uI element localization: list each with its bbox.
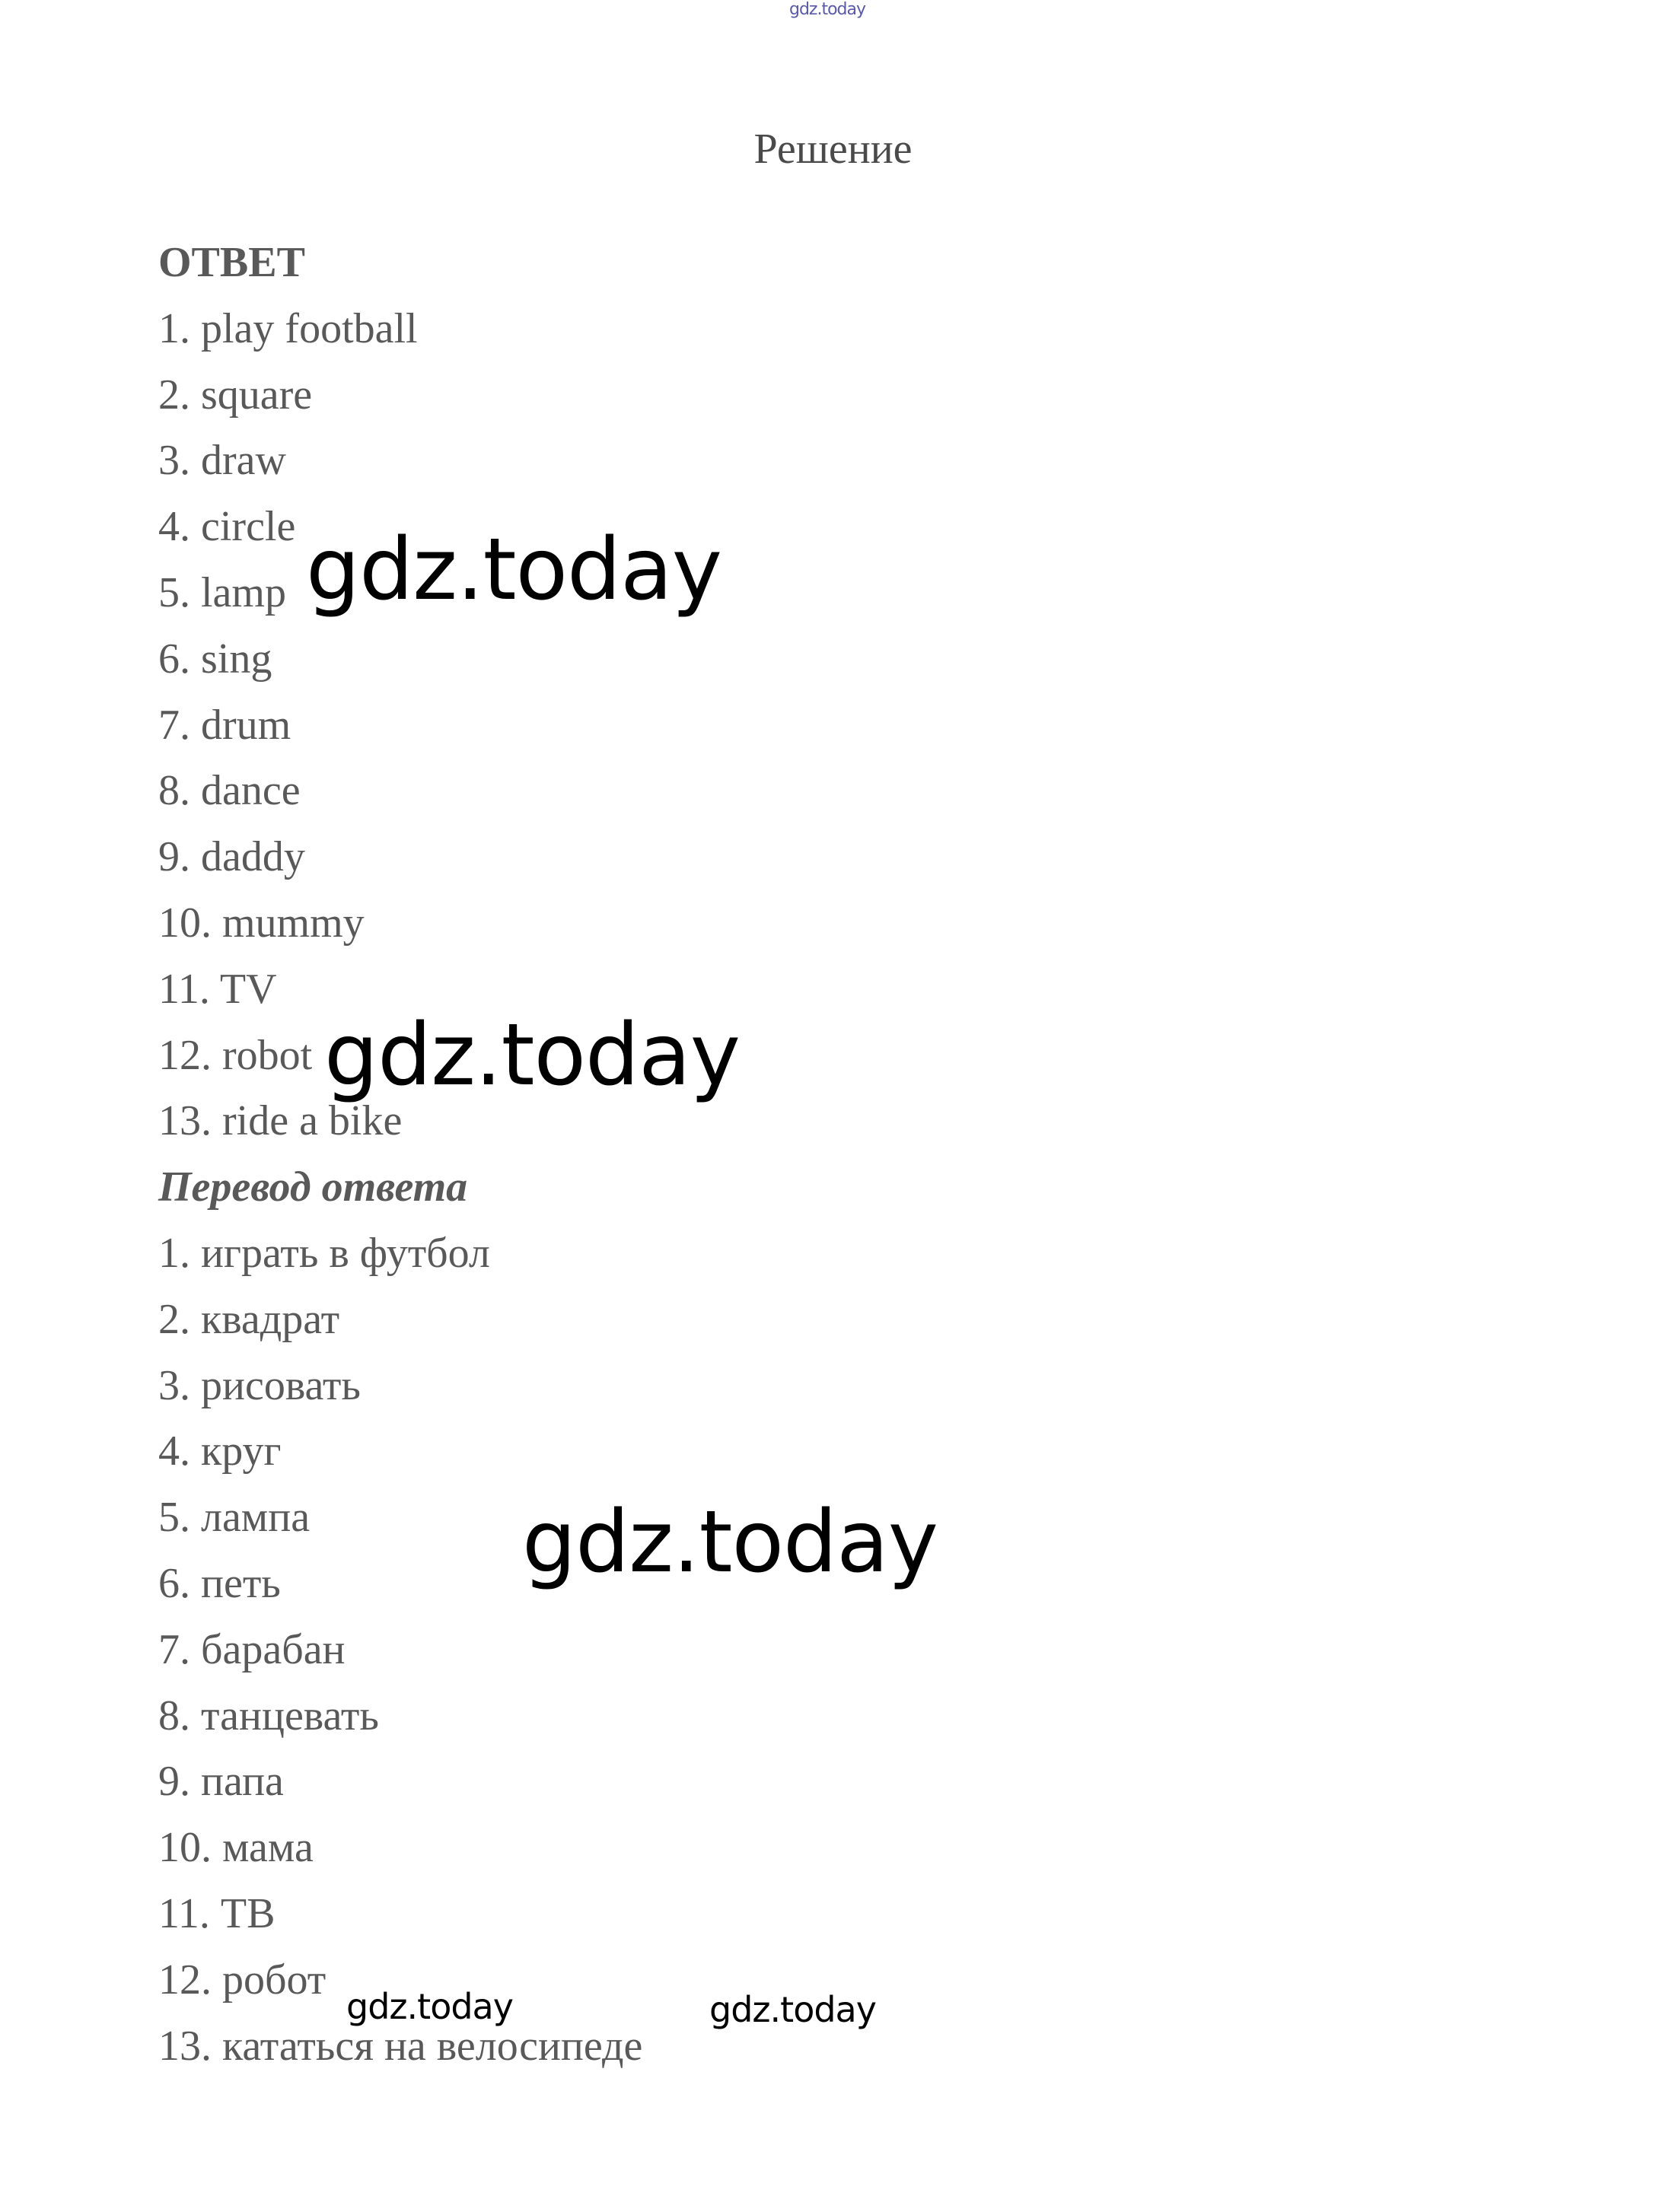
translation-item: 4. круг	[158, 1427, 282, 1475]
translation-item: 9. папа	[158, 1758, 284, 1806]
translation-item: 11. ТВ	[158, 1889, 276, 1937]
answer-item: 12. robot	[158, 1031, 313, 1079]
answer-heading: ОТВЕТ	[158, 239, 305, 286]
answer-item: 5. lamp	[158, 568, 286, 616]
watermark-top: gdz.today	[789, 0, 866, 19]
answer-item: 10. mummy	[158, 899, 365, 947]
translation-item: 5. лампа	[158, 1494, 311, 1542]
translation-item: 3. рисовать	[158, 1361, 361, 1409]
translation-heading: Перевод ответа	[158, 1163, 468, 1211]
watermark: gdz.today	[306, 520, 722, 619]
page-title: Решение	[753, 126, 913, 173]
translation-item: 12. робот	[158, 1956, 327, 2004]
translation-item: 7. барабан	[158, 1625, 346, 1673]
answer-item: 6. sing	[158, 635, 272, 683]
document-content	[158, 230, 1376, 2079]
answer-item: 3. draw	[158, 437, 286, 485]
answer-item: 7. drum	[158, 701, 291, 749]
answer-item: 13. ride a bike	[158, 1097, 403, 1145]
answer-item: 2. square	[158, 371, 313, 419]
translation-item: 2. квадрат	[158, 1295, 340, 1343]
answer-item: 1. play football	[158, 304, 418, 352]
answer-item: 8. dance	[158, 767, 301, 815]
translation-item: 10. мама	[158, 1824, 314, 1872]
translation-item: 6. петь	[158, 1559, 281, 1607]
watermark: gdz.today	[346, 1986, 513, 2027]
watermark: gdz.today	[709, 1989, 876, 2030]
answer-item: 9. daddy	[158, 833, 305, 881]
answer-item: 4. circle	[158, 503, 296, 551]
translation-item: 1. играть в футбол	[158, 1229, 490, 1277]
translation-item: 8. танцевать	[158, 1692, 379, 1739]
watermark: gdz.today	[522, 1493, 938, 1592]
translation-item: 13. кататься на велосипеде	[158, 2022, 643, 2070]
watermark: gdz.today	[324, 1006, 741, 1105]
answer-item: 11. TV	[158, 965, 277, 1013]
